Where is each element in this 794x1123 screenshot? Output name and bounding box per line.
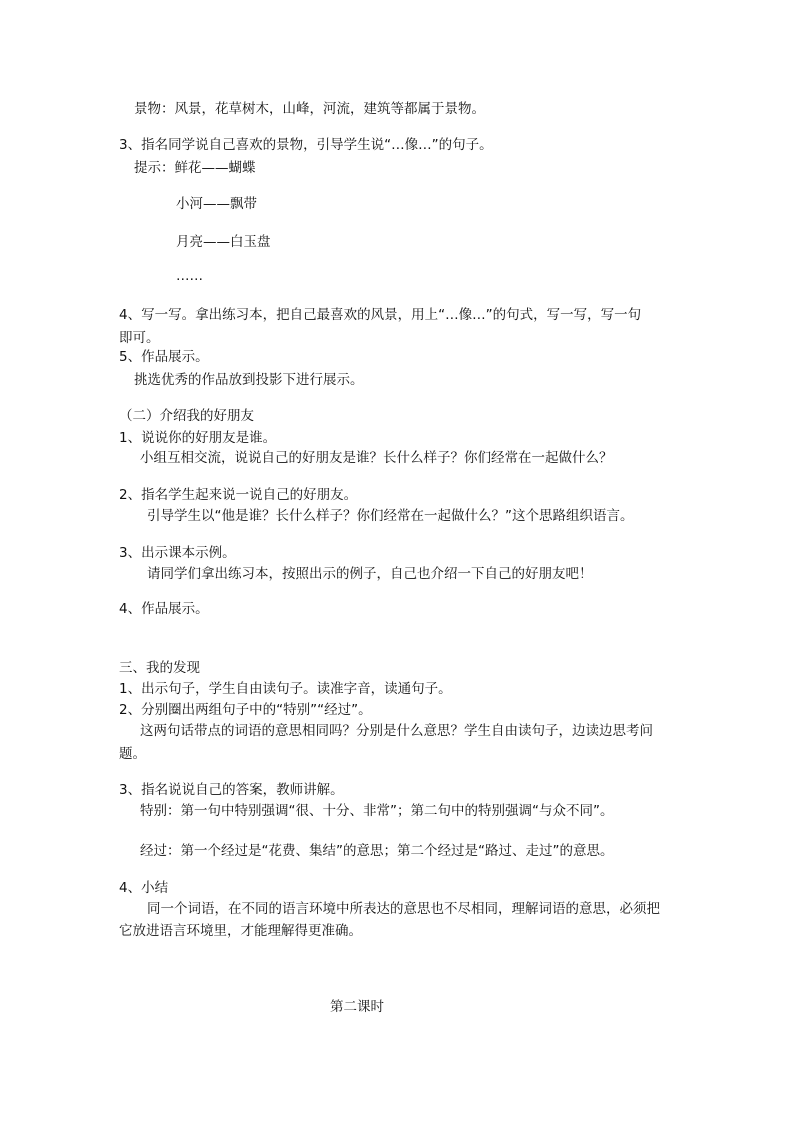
step-3-heading: 3、指名同学说自己喜欢的景物，引导学生说“…像…”的句子。 bbox=[119, 137, 493, 153]
s2-step-4-heading: 4、作品展示。 bbox=[119, 601, 209, 617]
s3-step-2: 2、分别圈出两组句子中的“特别”“经过”。 bbox=[119, 702, 372, 718]
section-3-heading: 三、我的发现 bbox=[119, 660, 200, 676]
s2-step-2-detail: 引导学生以“他是谁？长什么样子？你们经常在一起做什么？”这个思路组织语言。 bbox=[147, 508, 634, 524]
summary-line-2: 它放进语言环境里，才能理解得更准确。 bbox=[119, 923, 362, 939]
step-4-heading: 4、写一写。拿出练习本，把自己最喜欢的风景，用上“…像…”的句式，写一写，写一句 bbox=[119, 307, 642, 323]
s3-step-4-heading: 4、小结 bbox=[119, 880, 169, 896]
s3-step-3-detail-2: 经过：第一个经过是“花费、集结”的意思；第二个经过是“路过、走过”的意思。 bbox=[140, 843, 614, 859]
definition-line: 景物：风景，花草树木，山峰，河流，建筑等都属于景物。 bbox=[134, 101, 485, 117]
s3-step-2-continuation: 题。 bbox=[119, 746, 146, 762]
s3-step-3-heading: 3、指名说说自己的答案，教师讲解。 bbox=[119, 782, 344, 798]
section-2-heading: （二）介绍我的好朋友 bbox=[119, 408, 254, 424]
s3-step-2-detail: 这两句话带点的词语的意思相同吗？分别是什么意思？学生自由读句子，边读边思考问 bbox=[140, 723, 653, 739]
hint-line: 提示：鲜花——蝴蝶 bbox=[134, 160, 256, 176]
step-5-heading: 5、作品展示。 bbox=[119, 349, 209, 365]
hint-example-moon: 月亮——白玉盘 bbox=[176, 234, 271, 250]
s2-step-1-heading: 1、说说你的好朋友是谁。 bbox=[119, 430, 277, 446]
s2-step-2-heading: 2、指名学生起来说一说自己的好朋友。 bbox=[119, 487, 358, 503]
s2-step-3-detail: 请同学们拿出练习本，按照出示的例子，自己也介绍一下自己的好朋友吧！ bbox=[147, 566, 593, 582]
lesson-2-heading: 第二课时 bbox=[330, 999, 384, 1015]
step-4-continuation: 即可。 bbox=[119, 330, 160, 346]
summary-line-1: 同一个词语，在不同的语言环境中所表达的意思也不尽相同，理解词语的意思，必须把 bbox=[147, 901, 660, 917]
s2-step-3-heading: 3、出示课本示例。 bbox=[119, 545, 236, 561]
s2-step-1-detail: 小组互相交流，说说自己的好朋友是谁？长什么样子？你们经常在一起做什么？ bbox=[140, 450, 613, 466]
s3-step-3-detail-1: 特别：第一句中特别强调“很、十分、非常”；第二句中的特别强调“与众不同”。 bbox=[140, 803, 614, 819]
hint-example-river: 小河——飘带 bbox=[176, 196, 257, 212]
step-5-detail: 挑选优秀的作品放到投影下进行展示。 bbox=[134, 372, 364, 388]
s3-step-1: 1、出示句子，学生自由读句子。读准字音，读通句子。 bbox=[119, 681, 452, 697]
hint-ellipsis: …… bbox=[176, 268, 203, 284]
